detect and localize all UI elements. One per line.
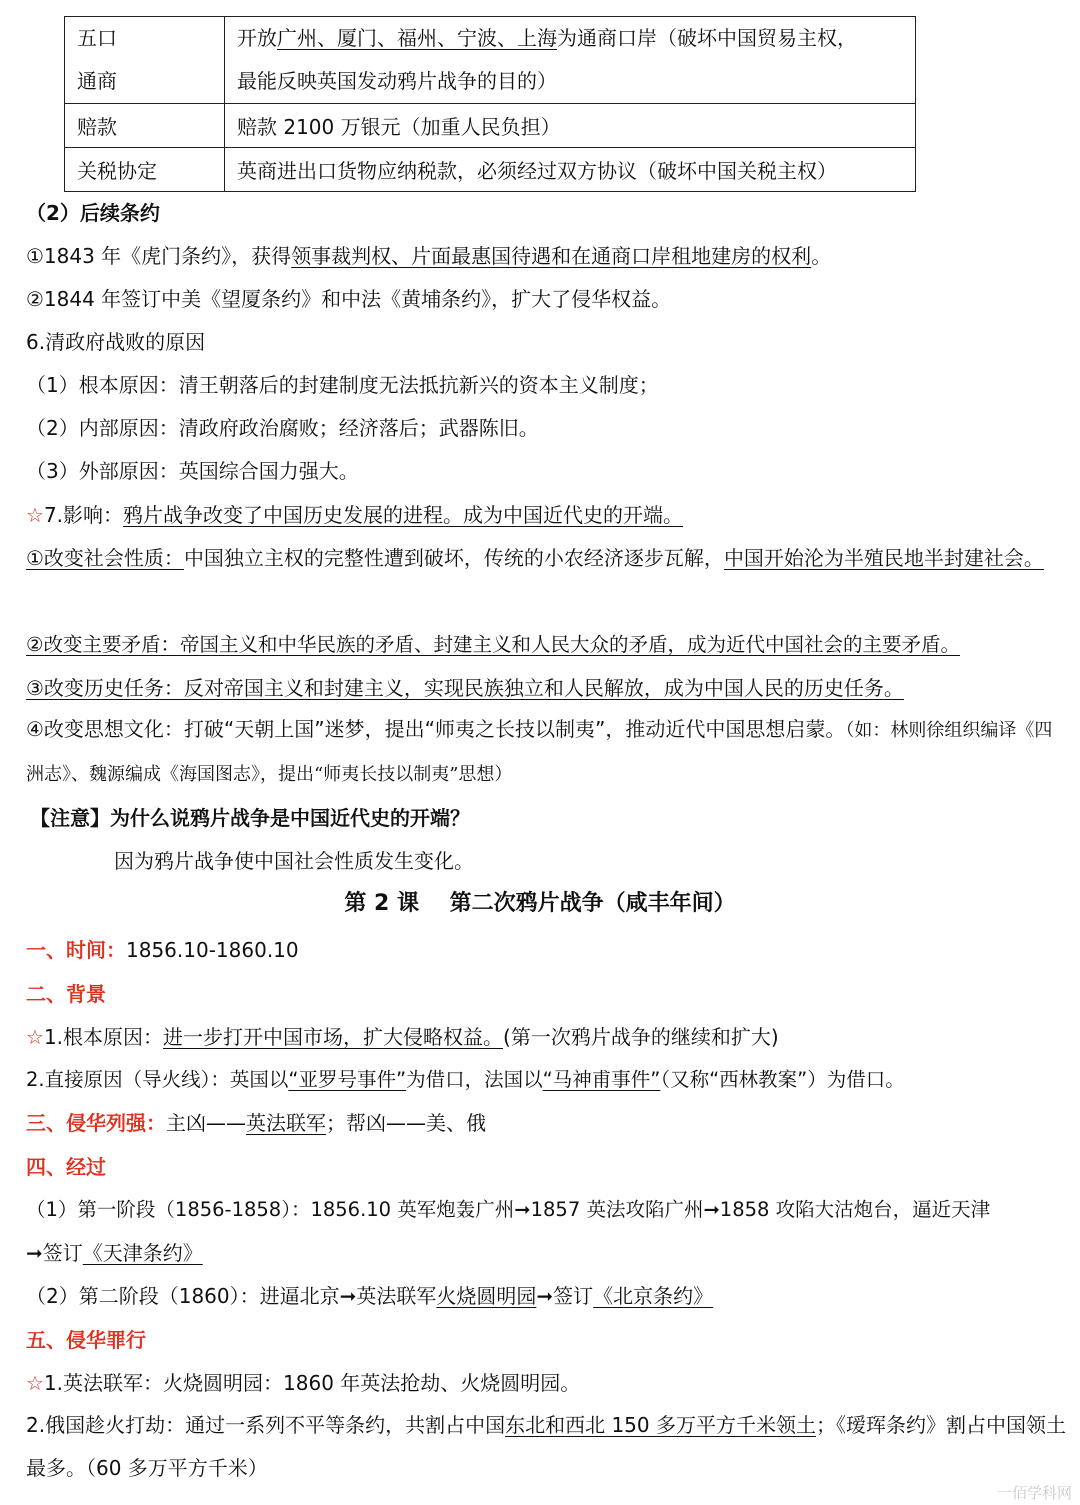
defeat-reason-3: （3）外部原因：英国综合国力强大。: [26, 459, 359, 483]
watermark: 一佰学科网: [996, 1484, 1072, 1502]
course-heading: 四、经过: [26, 1155, 106, 1179]
treaty-item-1: ①1843 年《虎门条约》，获得领事裁判权、片面最惠国待遇和在通商口岸租地建房的权利。: [26, 244, 832, 268]
table-row: [65, 148, 916, 192]
treaty-item-2: ②1844 年签订中美《望厦条约》和中法《黄埔条约》，扩大了侵华权益。: [26, 287, 672, 311]
impact-item-2: ②改变主要矛盾：帝国主义和中华民族的矛盾、封建主义和人民大众的矛盾，成为近代中国社会的主要矛盾。: [26, 633, 960, 656]
powers-line: 三、侵华列强：主凶——英法联军；帮凶——美、俄: [26, 1111, 486, 1135]
star-icon: ☆: [26, 503, 44, 527]
background-item-2: 2.直接原因（导火线）：英国以“亚罗号事件”为借口，法国以“马神甫事件”（又称“西林教案”）为借口。: [26, 1068, 905, 1091]
crimes-heading: 五、侵华罪行: [26, 1328, 146, 1352]
star-icon: ☆: [26, 1025, 44, 1049]
table-value-cell: 开放广州、厦门、福州、宁波、上海为通商口岸（破坏中国贸易主权， 最能反映英国发动鸦片战争的目的）: [225, 17, 916, 104]
course-stage-1-cont: ➞签订《天津条约》: [26, 1241, 203, 1265]
time-line: 一、时间：1856.10-1860.10: [26, 938, 299, 962]
table-value-cell: 英商进出口货物应纳税款，必须经过双方协议（破坏中国关税主权）: [225, 148, 916, 192]
table-row: [65, 17, 916, 104]
star-icon: ☆: [26, 1371, 44, 1395]
impact-item-1: ①改变社会性质：中国独立主权的完整性遭到破坏，传统的小农经济逐步瓦解，中国开始沦为半殖民地半封建社会。: [26, 546, 1044, 570]
note-answer: 因为鸦片战争使中国社会性质发生变化。: [114, 849, 474, 873]
impact-heading: ☆7.影响：鸦片战争改变了中国历史发展的进程。成为中国近代史的开端。: [26, 503, 684, 527]
table-key-cell: 关税协定: [65, 148, 225, 192]
crime-item-1: ☆1.英法联军：火烧圆明园：1860 年英法抢劫、火烧圆明园。: [26, 1371, 581, 1395]
defeat-reason-2: （2）内部原因：清政府政治腐败；经济落后；武器陈旧。: [26, 416, 539, 440]
background-item-1: ☆1.根本原因：进一步打开中国市场，扩大侵略权益。(第一次鸦片战争的继续和扩大): [26, 1025, 779, 1049]
defeat-heading: 6.清政府战败的原因: [26, 330, 206, 354]
table-key-cell: 五口 通商: [65, 17, 225, 104]
crime-item-2: 2.俄国趁火打劫：通过一系列不平等条约，共割占中国东北和西北 150 多万平方千米领土；《瑷珲条约》割占中国领土最多。（60 多万平方千米）: [26, 1413, 1066, 1480]
impact-item-3: ③改变历史任务：反对帝国主义和封建主义，实现民族独立和人民解放，成为中国人民的历史任务。: [26, 676, 904, 700]
treaty-terms-table: [64, 16, 916, 192]
table-value-cell: 赔款 2100 万银元（加重人民负担）: [225, 104, 916, 148]
course-stage-1: （1）第一阶段（1856-1858）：1856.10 英军炮轰广州➞1857 英法攻陷广州➞1858 攻陷大沽炮台，逼近天津: [26, 1198, 991, 1221]
table-row: [65, 104, 916, 148]
table-key-cell: 赔款: [65, 104, 225, 148]
course-stage-2: （2）第二阶段（1860）：进逼北京➞英法联军火烧圆明园➞签订《北京条约》: [26, 1284, 714, 1308]
impact-item-4: ④改变思想文化：打破“天朝上国”迷梦，提出“师夷之长技以制夷”，推动近代中国思想启蒙。（如：林则徐组织编译《四洲志》、魏源编成《海国图志》，提出“师夷长技以制夷”思想）: [26, 717, 1053, 785]
later-treaties-heading: （2）后续条约: [26, 201, 160, 225]
background-heading: 二、背景: [26, 982, 106, 1006]
defeat-reason-1: （1）根本原因：清王朝落后的封建制度无法抵抗新兴的资本主义制度；: [26, 373, 659, 397]
lesson-title: 第 2 课 第二次鸦片战争（咸丰年间）: [344, 891, 736, 916]
note-question: 【注意】为什么说鸦片战争是中国近代史的开端？: [30, 806, 470, 830]
